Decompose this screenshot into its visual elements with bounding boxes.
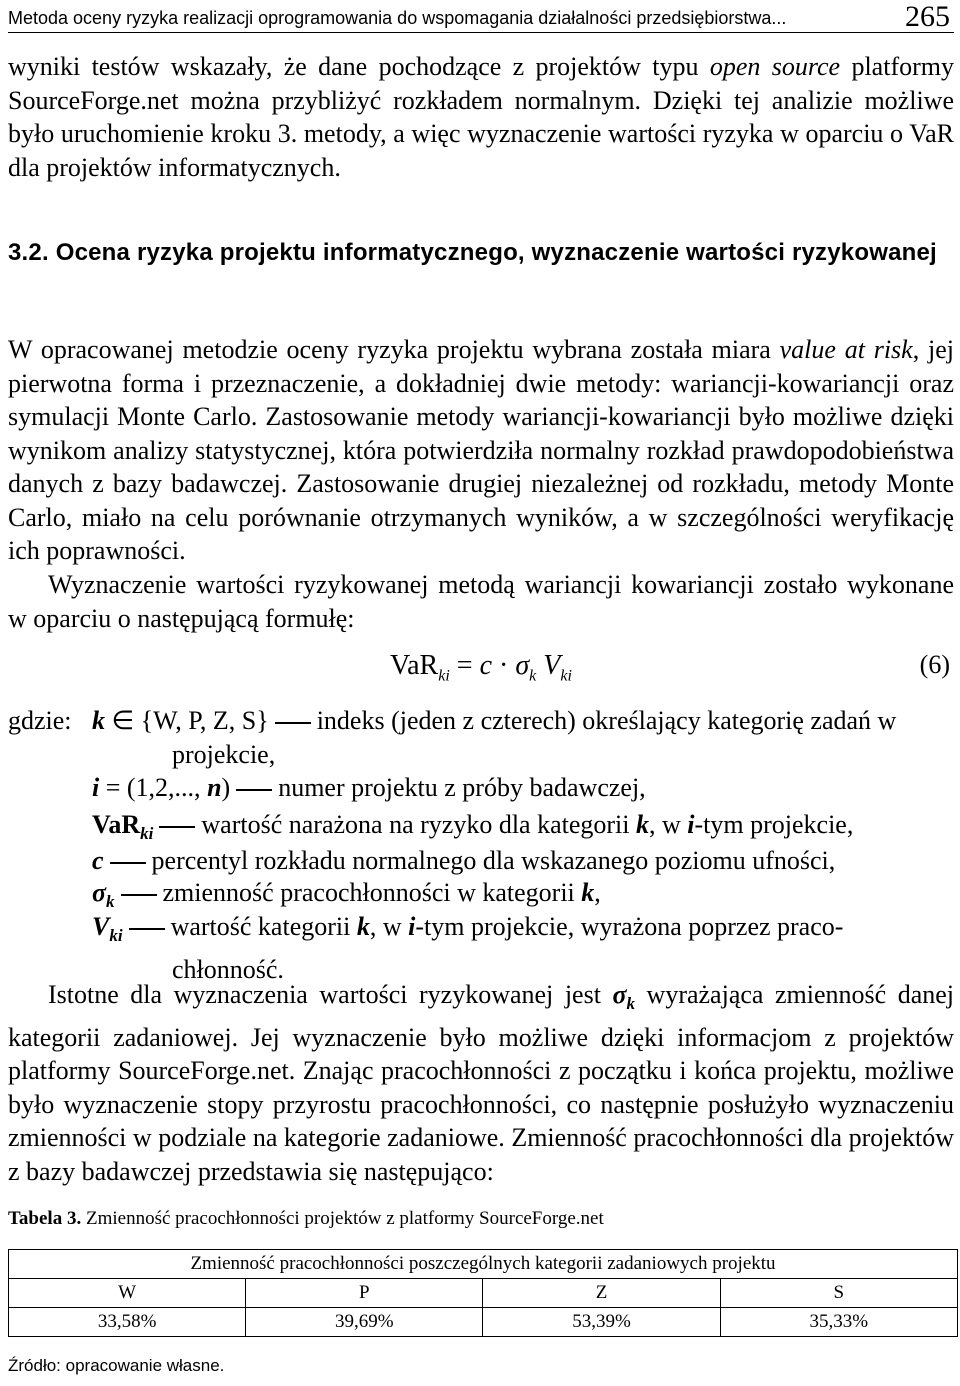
definitions-lead: gdzie:	[8, 706, 72, 735]
table-caption-text: Zmienność pracochłonności projektów z platformy SourceForge.net	[81, 1208, 604, 1229]
volatility-table	[8, 1249, 958, 1337]
def-k: k	[581, 878, 595, 907]
dash-icon	[159, 826, 195, 828]
def-item-i	[92, 771, 954, 805]
def-i: i	[687, 810, 695, 839]
equation-6	[8, 650, 954, 690]
table-cell: 39,69%	[246, 1308, 483, 1337]
def-end: -tym projekcie, wyrażona poprzez praco-	[415, 912, 844, 941]
def-continuation: projekcie,	[172, 739, 276, 769]
p2-italic: value at risk	[779, 335, 913, 364]
def-continuation: chłonność.	[172, 954, 284, 984]
p1-italic: open source	[709, 52, 841, 81]
table-row	[9, 1308, 958, 1337]
table-col-header: Z	[483, 1279, 720, 1308]
def-end: ,	[594, 878, 601, 907]
def-mid: , w	[649, 810, 688, 839]
def-k: k	[636, 810, 649, 839]
formula-sigma: σ	[515, 650, 530, 681]
def-extra-close: )	[221, 773, 231, 802]
def-extra-n: n	[207, 773, 222, 802]
paragraph-1	[8, 50, 954, 184]
formula-lhs-sub: ki	[438, 667, 450, 685]
def-k: k	[356, 912, 370, 941]
p4-sigma-sub: k	[626, 994, 635, 1014]
table-cell: 33,58%	[9, 1308, 246, 1337]
formula-v-sub: ki	[560, 667, 572, 685]
formula-dot: ·	[492, 650, 516, 681]
running-header	[8, 2, 954, 33]
def-text: indeks (jeden z czterech) określający kategorię zadań w	[316, 706, 897, 735]
equation-number: (6)	[919, 650, 950, 679]
def-text: numer projektu z próby badawczej,	[278, 773, 646, 802]
table-caption-label: Tabela 3.	[8, 1208, 82, 1229]
dash-icon	[236, 789, 272, 791]
table-cell: 53,39%	[483, 1308, 720, 1337]
p1-text-b: platformy SourceForge.net można przybliżyć rozkładem normalnym. Dzięki tej analizie możliwe było uruchomienie kroku 3. metody, a więc wyznaczenie wartości ryzyka w oparciu o VaR dla projektów informatycznych.	[8, 52, 954, 182]
section-title: Ocena ryzyka projektu informatycznego, wyznaczenie wartości ryzykowanej	[55, 239, 937, 266]
def-symbol-sub: ki	[109, 926, 123, 946]
def-symbol: VaR	[92, 810, 141, 839]
def-i: i	[408, 912, 416, 941]
dash-icon	[121, 894, 157, 896]
section-number: 3.2.	[8, 239, 49, 266]
paragraph-2	[8, 333, 954, 568]
formula-c: c	[479, 650, 493, 681]
def-mid: , w	[369, 912, 409, 941]
paragraph-3: Wyznaczenie wartości ryzykowanej metodą wariancji kowariancji zostało wykonane w oparciu o następującą formułę:	[8, 570, 954, 633]
table-row	[9, 1279, 958, 1308]
table-col-header: P	[246, 1279, 483, 1308]
def-text: wartość kategorii	[170, 912, 357, 941]
p1-text-a: wyniki testów wskazały, że dane pochodzące z projektów typu	[8, 52, 710, 81]
def-item-c	[92, 844, 954, 878]
dash-icon	[110, 862, 146, 864]
formula-lhs: VaR	[390, 650, 439, 681]
def-extra: = (1,2,...,	[99, 773, 208, 802]
formula-eq: =	[449, 650, 480, 681]
def-text: zmienność pracochłonności w kategorii	[162, 878, 582, 907]
p4-text-a: Istotne dla wyznaczenia wartości ryzykowanej jest	[48, 980, 613, 1009]
def-symbol: V	[92, 912, 110, 941]
table-source: Źródło: opracowanie własne.	[8, 1356, 225, 1375]
def-symbol: c	[92, 846, 104, 875]
dash-icon	[275, 722, 311, 724]
table-col-header: S	[720, 1279, 957, 1308]
p4-text-b: wyrażająca zmienność danej kategorii zadaniowej. Jej wyznaczenie było możliwe dzięki informacjom z projektów platformy SourceForge.net. Znając pracochłonności z początku i końca projektu, możliwe było wyznaczenie stopy przyrostu pracochłonności, co następnie posłużyło wyznaczeniu zmienności w podziale na kategorie zadaniowe. Zmienność pracochłonności dla projektów z bazy badawczej przedstawia się następująco:	[8, 980, 955, 1186]
table-cell: 35,33%	[720, 1308, 957, 1337]
p2-text-b: , jej pierwotna forma i przeznaczenie, a dokładniej dwie metody: wariancji-kowariancji oraz symulacji Monte Carlo. Zastosowanie metody wariancji-kowariancji było możliwe dzięki wynikom analizy statystycznej, która potwierdziła normalny rozkład prawdopodobieństwa danych z bazy badawczej. Zastosowanie drugiej niezależnej od rozkładu, metody Monte Carlo, miało na celu porównanie otrzymanych wyników, a w szczególności weryfikację ich poprawności.	[8, 335, 954, 565]
section-heading	[8, 236, 954, 270]
table-caption	[8, 1208, 604, 1230]
def-text: percentyl rozkładu normalnego dla wskazanego poziomu ufności,	[151, 846, 836, 875]
def-text: wartość narażona na ryzyko dla kategorii	[201, 810, 636, 839]
formula-sigma-sub: k	[529, 667, 537, 685]
table-header-row	[9, 1250, 958, 1279]
def-symbol-sub: k	[106, 892, 115, 912]
def-symbol-sub: ki	[140, 824, 154, 844]
def-item-k	[92, 704, 954, 771]
page-number: 265	[905, 0, 950, 33]
paragraph-4	[8, 978, 954, 1188]
def-symbol: k	[92, 706, 105, 735]
p2-text-a: W opracowanej metodzie oceny ryzyka projektu wybrana została miara	[8, 335, 780, 364]
p4-sigma: σ	[612, 980, 627, 1009]
var-formula	[390, 650, 572, 686]
formula-v: V	[543, 650, 561, 681]
def-extra: ∈ {W, P, Z, S}	[105, 706, 269, 735]
def-symbol: σ	[92, 878, 107, 907]
def-item-v	[92, 910, 954, 986]
running-title: Metoda oceny ryzyka realizacji oprogramowania do wspomagania działalności przedsiębiorstwa...	[8, 8, 787, 28]
dash-icon	[129, 928, 165, 930]
def-end: -tym projekcie,	[694, 810, 854, 839]
table-header-cell: Zmienność pracochłonności poszczególnych kategorii zadaniowych projektu	[9, 1250, 958, 1279]
def-symbol: i	[92, 773, 100, 802]
table-col-header: W	[9, 1279, 246, 1308]
